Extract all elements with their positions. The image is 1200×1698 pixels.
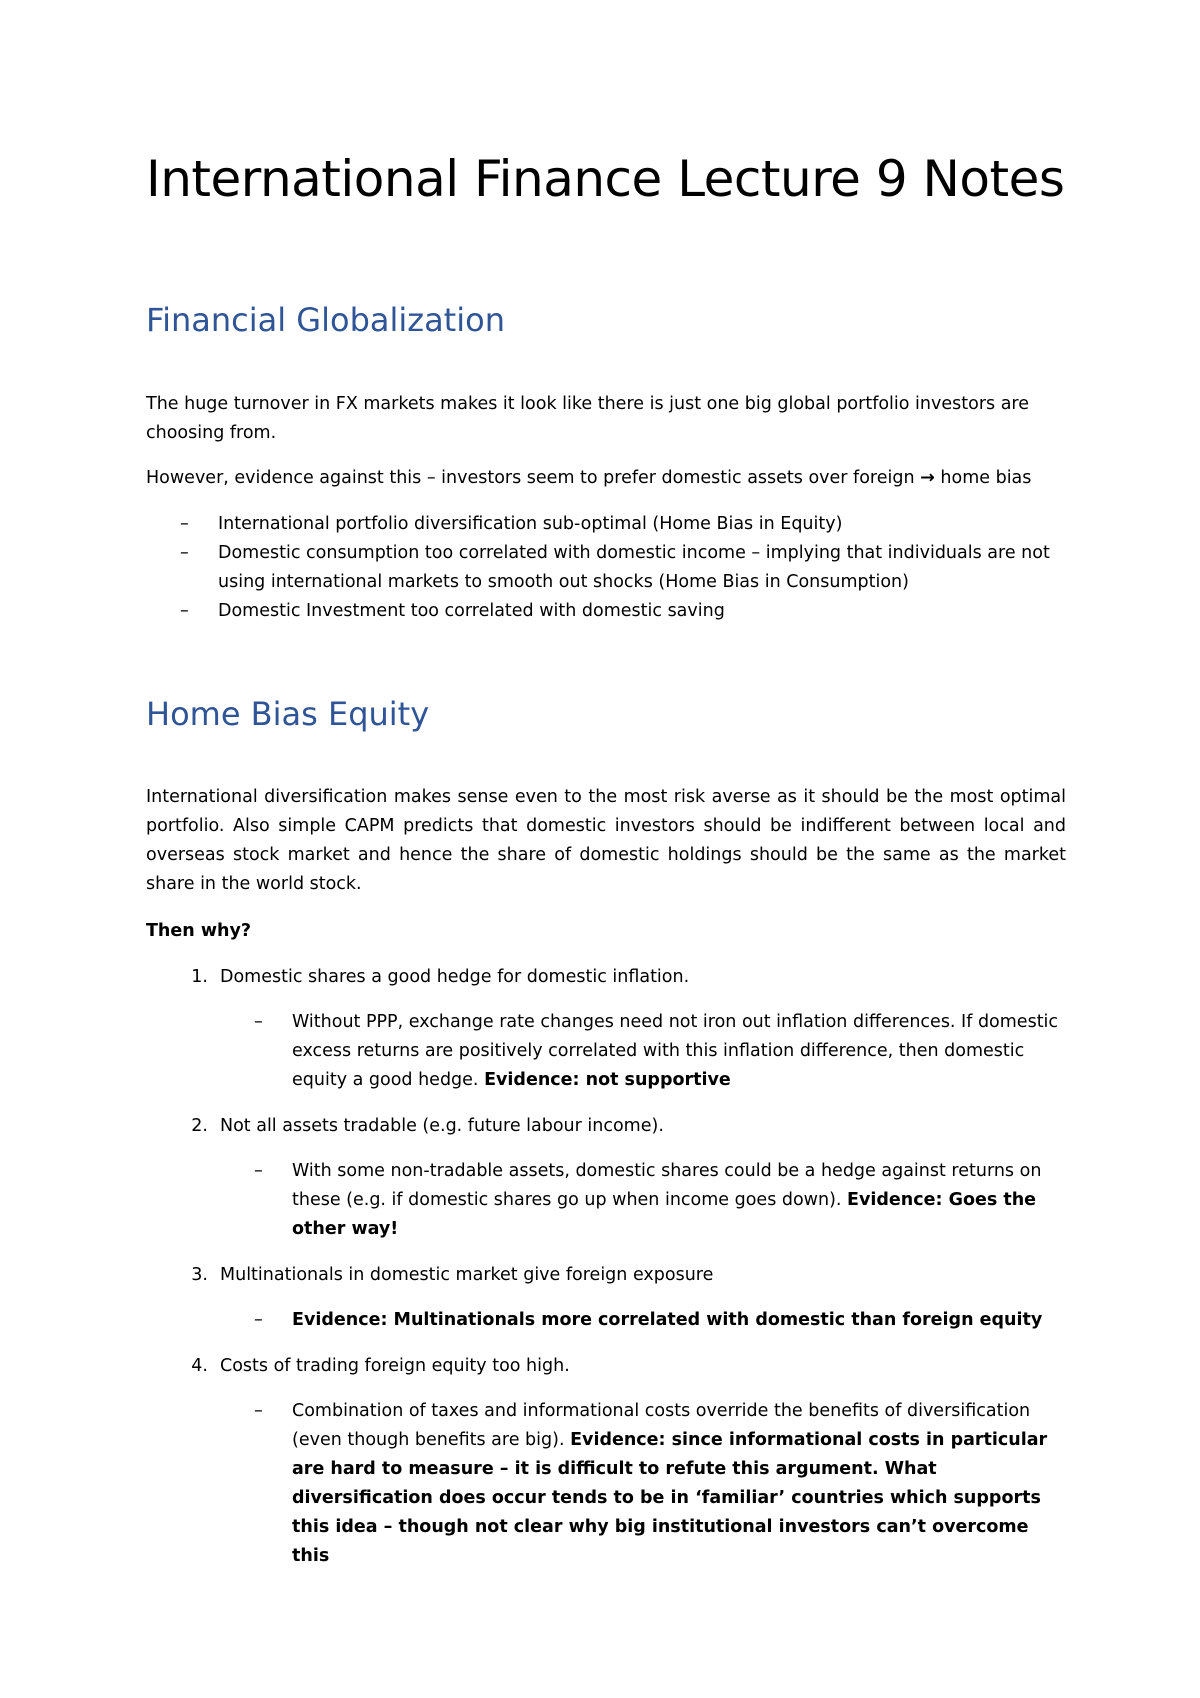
paragraph-evidence-text: However, evidence against this – investors seem to prefer domestic assets over foreign xyxy=(146,468,915,488)
paragraph-international-diversification: International diversification makes sense even to the most risk averse as it should be the most optimal portfolio. Also simple CAPM predicts that domestic investors should be indifferent between local and overseas stock market and hence the share of domestic holdings should be the same as the market share in the world stock. xyxy=(146,787,1066,894)
bullet-text: Domestic consumption too correlated with domestic income – implying that individuals are not using international markets to smooth out shocks (Home Bias in Consumption) xyxy=(218,543,1050,592)
sub-bullet-text xyxy=(292,1397,1062,1571)
dash-bullet-icon: – xyxy=(180,543,189,563)
bullet-text: International portfolio diversification sub-optimal (Home Bias in Equity) xyxy=(218,514,843,534)
sub-bullet-evidence: Evidence: Multinationals more correlated with domestic than foreign equity xyxy=(292,1310,1043,1330)
item-number: 2. xyxy=(191,1116,208,1136)
document-title: International Finance Lecture 9 Notes xyxy=(146,150,1065,208)
sub-bullet-plain: Combination of taxes and informational costs override the benefits of diversification (even though benefits are big). xyxy=(292,1401,1031,1450)
item-text: Costs of trading foreign equity too high. xyxy=(220,1356,570,1376)
then-why-label: Then why? xyxy=(146,921,251,941)
dash-bullet-icon: – xyxy=(254,1401,263,1421)
sub-bullet-plain: Without PPP, exchange rate changes need not iron out inflation differences. If domestic excess returns are positively correlated with this inflation difference, then domestic equity a good hedge. xyxy=(292,1012,1059,1090)
right-arrow-icon: → xyxy=(920,468,935,488)
sub-bullet-text xyxy=(292,1008,1062,1095)
dash-bullet-icon: – xyxy=(254,1012,263,1032)
sub-bullet-text xyxy=(292,1157,1062,1244)
item-number: 3. xyxy=(191,1265,208,1285)
sub-bullet-evidence: Evidence: since informational costs in particular are hard to measure – it is difficult to refute this argument. What diversification does occur tends to be in ‘familiar’ countries which supports this idea – though not clear why big institutional investors can’t overcome this xyxy=(292,1430,1048,1566)
dash-bullet-icon: – xyxy=(180,514,189,534)
sub-bullet-plain: With some non-tradable assets, domestic shares could be a hedge against returns on these (e.g. if domestic shares go up when income goes down). xyxy=(292,1161,1042,1210)
dash-bullet-icon: – xyxy=(254,1310,263,1330)
bullet-text: Domestic Investment too correlated with domestic saving xyxy=(218,601,725,621)
sub-bullet-evidence: Evidence: not supportive xyxy=(484,1070,731,1090)
dash-bullet-icon: – xyxy=(254,1161,263,1181)
section-heading-home-bias-equity: Home Bias Equity xyxy=(146,695,430,733)
dash-bullet-icon: – xyxy=(180,601,189,621)
paragraph-evidence-home-bias xyxy=(146,464,1066,493)
item-text: Multinationals in domestic market give foreign exposure xyxy=(220,1265,714,1285)
item-text: Domestic shares a good hedge for domestic inflation. xyxy=(220,967,690,987)
item-number: 1. xyxy=(191,967,208,987)
sub-bullet-text xyxy=(292,1306,1062,1335)
paragraph-fx-turnover: The huge turnover in FX markets makes it look like there is just one big global portfolio investors are choosing from. xyxy=(146,394,1029,443)
item-text: Not all assets tradable (e.g. future labour income). xyxy=(220,1116,664,1136)
paragraph-evidence-result: home bias xyxy=(940,468,1032,488)
sub-bullet-evidence: Evidence: Goes the other way! xyxy=(292,1190,1037,1239)
section-heading-financial-globalization: Financial Globalization xyxy=(146,301,505,339)
item-number: 4. xyxy=(191,1356,208,1376)
